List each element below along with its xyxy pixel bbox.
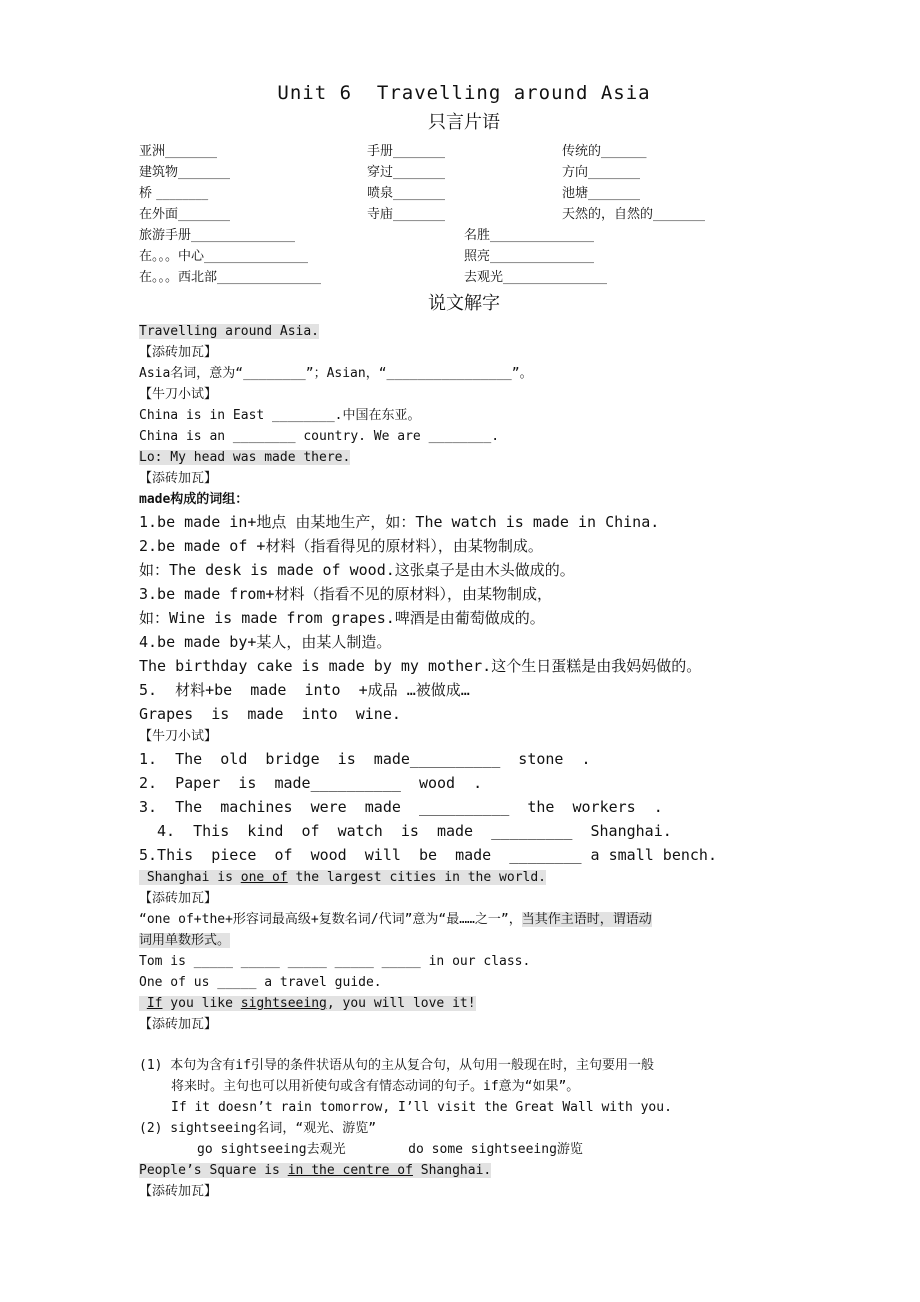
vocab-item: 旅游手册________________ (139, 228, 296, 243)
vocab-item: 天然的，自然的________ (562, 207, 706, 222)
vocab-row (139, 182, 789, 203)
vocab-item: 名胜________________ (464, 228, 595, 243)
note-line: The birthday cake is made by my mother.这个生日蛋糕是由我妈妈做的。 (139, 657, 702, 675)
vocab-item: 传统的_______ (562, 144, 647, 159)
note-line: 如：The desk is made of wood.这张桌子是由木头做成的。 (139, 561, 575, 579)
note-line: Grapes is made into wine. (139, 705, 401, 723)
example-line: If it doesn’t rain tomorrow, I’ll visit the Great Wall with you. (171, 1100, 672, 1115)
note-line: 3.be made from+材料（指看不见的原材料），由某物制成， (139, 585, 552, 603)
key-sentence: Lo: My head was made there. (139, 450, 351, 465)
vocab-row (139, 224, 789, 245)
vocab-item: 在外面________ (139, 207, 231, 222)
practice-line: China is an ________ country. We are ________. (139, 429, 500, 444)
section-heading-explanation: 说文解字 (428, 293, 500, 314)
note-line: (2) sightseeing名词，“观光、游览” (139, 1121, 377, 1136)
vocab-row (139, 140, 789, 161)
section-heading-vocabulary: 只言片语 (428, 112, 500, 133)
vocab-item: 喷泉________ (367, 186, 446, 201)
worksheet-page (139, 82, 789, 1202)
section-tag: 【添砖加瓦】 (139, 345, 218, 360)
note-line: (1) 本句为含有if引导的条件状语从句的主从复合句，从句用一般现在时，主句要用一般 (139, 1058, 654, 1073)
practice-line: 3. The machines were made __________ the workers . (139, 798, 663, 816)
vocab-item: 手册________ (367, 144, 446, 159)
vocab-row (139, 203, 789, 224)
key-sentence: Travelling around Asia. (139, 324, 320, 339)
note-line: 5. 材料+be made into +成品 …被做成… (139, 681, 470, 699)
vocab-item: 在。。。西北部________________ (139, 270, 322, 285)
note-line: 2.be made of +材料（指看得见的原材料），由某物制成。 (139, 537, 543, 555)
section-tag: 【添砖加瓦】 (139, 471, 218, 486)
note-line: “one of+the+形容词最高级+复数名词/代词”意为“最……之一”，当其作主语时，谓语动 (139, 912, 652, 927)
practice-line: 4. This kind of watch is made _________ Shanghai. (157, 822, 672, 840)
vocab-item: 在。。。中心________________ (139, 249, 309, 264)
vocab-item: 方向________ (562, 165, 641, 180)
phrase-subtitle: made构成的词组： (139, 492, 249, 507)
practice-line: China is in East ________.中国在东亚。 (139, 408, 421, 423)
vocab-row (139, 266, 789, 287)
vocab-item: 照亮________________ (464, 249, 595, 264)
section-tag: 【添砖加瓦】 (139, 891, 218, 906)
vocab-row (139, 245, 789, 266)
note-line: 4.be made by+某人，由某人制造。 (139, 633, 392, 651)
section-tag: 【牛刀小试】 (139, 729, 218, 744)
vocab-item: 穿过________ (367, 165, 446, 180)
vocab-item: 池塘________ (562, 186, 641, 201)
example-line: go sightseeing去观光 do some sightseeing游览 (197, 1142, 583, 1157)
vocab-item: 建筑物________ (139, 165, 231, 180)
vocab-item: 去观光________________ (464, 270, 608, 285)
section-tag: 【牛刀小试】 (139, 387, 218, 402)
section-tag: 【添砖加瓦】 (139, 1184, 218, 1199)
note-line: 如：Wine is made from grapes.啤酒是由葡萄做成的。 (139, 609, 545, 627)
practice-line: 1. The old bridge is made__________ stone . (139, 750, 591, 768)
note-line: 1.be made in+地点 由某地生产，如：The watch is made in China. (139, 513, 660, 531)
note-line: Asia名词，意为“________”；Asian，“________________”。 (139, 366, 533, 381)
practice-line: One of us _____ a travel guide. (139, 975, 382, 990)
unit-title: Unit 6 Travelling around Asia (277, 82, 651, 104)
practice-line: 5.This piece of wood will be made ________ a small bench. (139, 846, 717, 864)
key-sentence: If you like sightseeing, you will love it! (139, 996, 476, 1011)
key-sentence: People’s Square is in the centre of Shanghai. (139, 1163, 492, 1178)
vocab-item: 寺庙________ (367, 207, 446, 222)
section-tag: 【添砖加瓦】 (139, 1017, 218, 1032)
key-sentence: Shanghai is one of the largest cities in the world. (139, 870, 546, 885)
vocab-item: 亚洲________ (139, 144, 218, 159)
practice-line: Tom is _____ _____ _____ _____ _____ in our class. (139, 954, 531, 969)
practice-line: 2. Paper is made__________ wood . (139, 774, 483, 792)
note-line: 词用单数形式。 (139, 933, 231, 948)
note-line: 将来时。主句也可以用祈使句或含有情态动词的句子。if意为“如果”。 (171, 1079, 580, 1094)
vocab-item: 桥 ________ (139, 186, 209, 201)
vocab-row (139, 161, 789, 182)
